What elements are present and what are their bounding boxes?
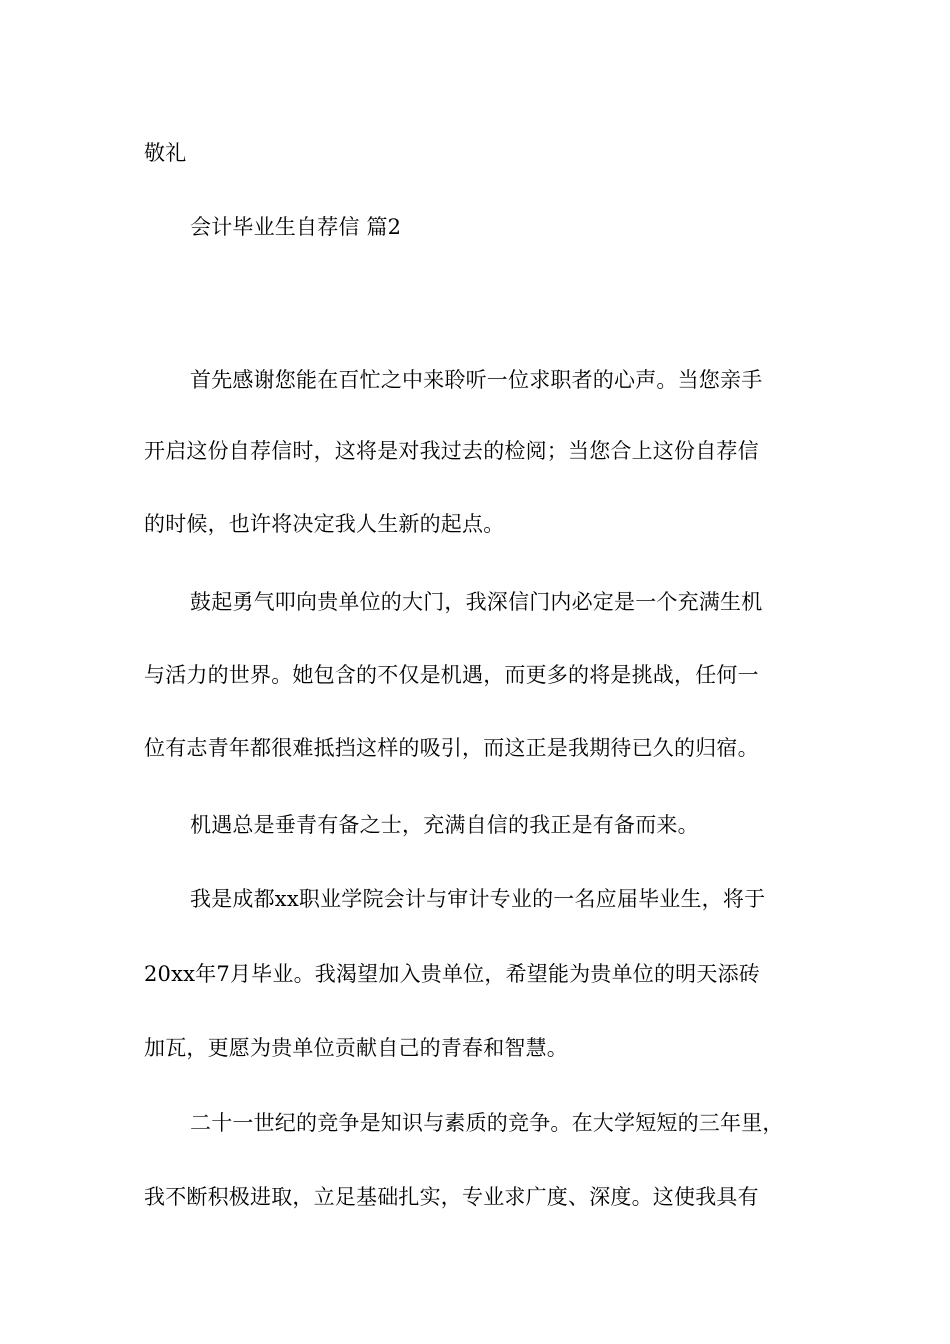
paragraph-1-line-3: 的时候，也许将决定我人生新的起点。 bbox=[144, 512, 505, 536]
paragraph-4-line-3: 加瓦，更愿为贵单位贡献自己的青春和智慧。 bbox=[144, 1036, 568, 1060]
paragraph-3-line-1: 机遇总是垂青有备之士，充满自信的我正是有备而来。 bbox=[190, 813, 699, 837]
paragraph-1-line-2: 开启这份自荐信时，这将是对我过去的检阅；当您合上这份自荐信 bbox=[144, 439, 759, 463]
section-title: 会计毕业生自荐信 篇2 bbox=[190, 215, 402, 239]
paragraph-4-line-1: 我是成都xx职业学院会计与审计专业的一名应届毕业生，将于 bbox=[190, 887, 766, 911]
paragraph-4-line-2: 20xx年7月毕业。我渴望加入贵单位，希望能为贵单位的明天添砖 bbox=[144, 962, 760, 986]
paragraph-2-line-2: 与活力的世界。她包含的不仅是机遇，而更多的将是挑战，任何一 bbox=[144, 663, 759, 687]
closing-salutation: 敬礼 bbox=[144, 141, 187, 165]
paragraph-5-line-1: 二十一世纪的竞争是知识与素质的竞争。在大学短短的三年里， bbox=[190, 1111, 784, 1135]
paragraph-2-line-3: 位有志青年都很难抵挡这样的吸引，而这正是我期待已久的归宿。 bbox=[144, 736, 759, 760]
paragraph-5-line-2: 我不断积极进取，立足基础扎实，专业求广度、深度。这使我具有 bbox=[144, 1185, 759, 1209]
paragraph-1-line-1: 首先感谢您能在百忙之中来聆听一位求职者的心声。当您亲手 bbox=[190, 368, 763, 392]
paragraph-2-line-1: 鼓起勇气叩向贵单位的大门，我深信门内必定是一个充满生机 bbox=[190, 590, 763, 614]
